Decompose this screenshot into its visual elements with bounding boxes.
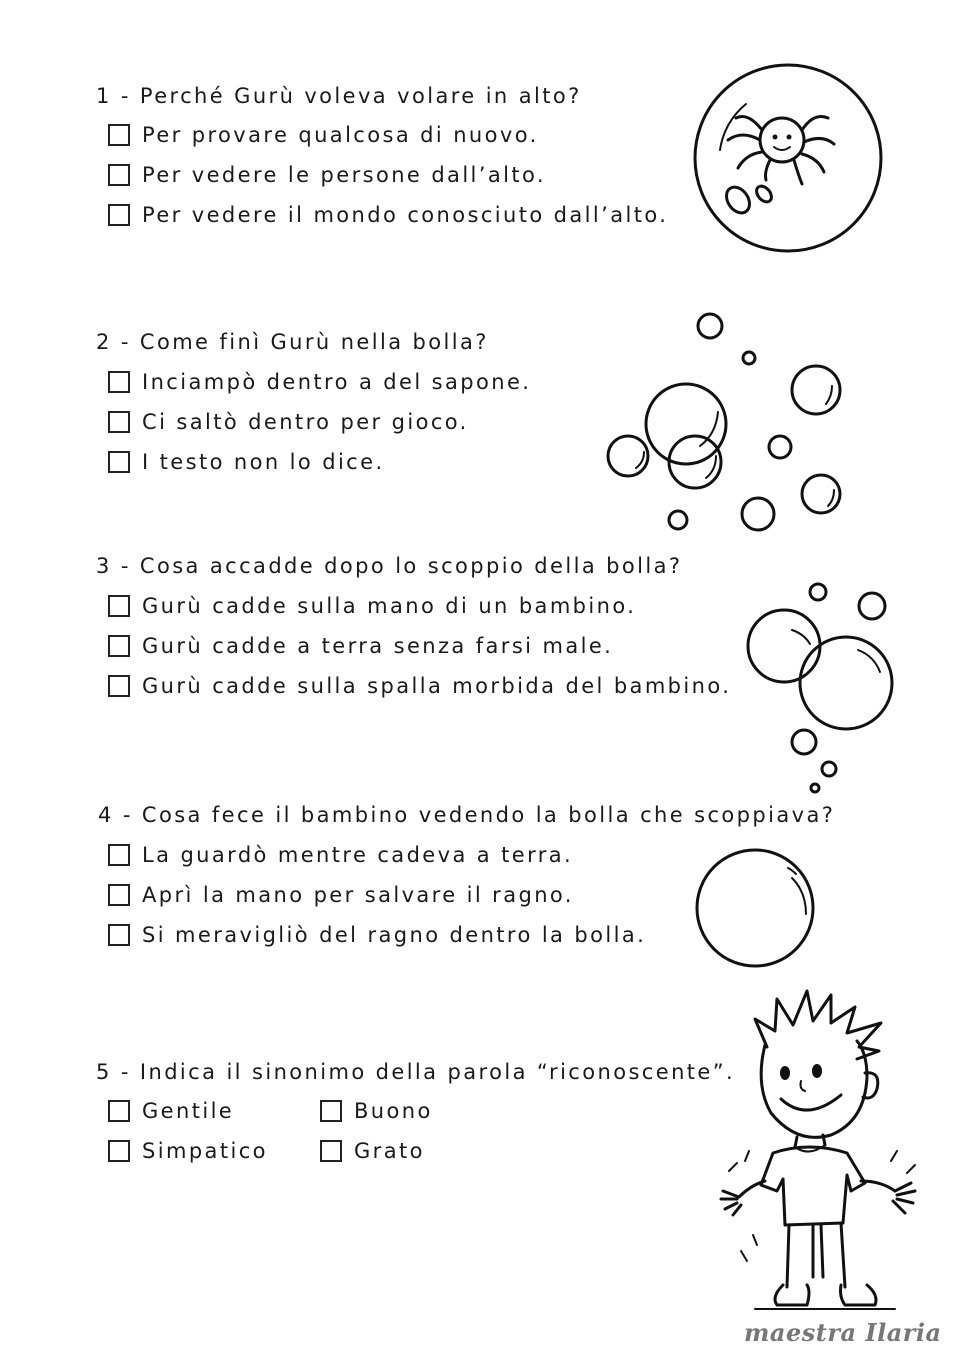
option-label: Per provare qualcosa di nuovo. [142,123,539,147]
question-4-title: 4 - Cosa fece il bambino vedendo la bolla che scoppiava? [98,803,836,827]
question-2-title: 2 - Come finì Gurù nella bolla? [96,330,489,354]
question-4-option-2[interactable] [108,883,574,907]
checkbox[interactable] [108,411,130,433]
question-1-option-2[interactable] [108,163,546,187]
question-5-option-3[interactable] [108,1139,268,1163]
option-label: Gentile [142,1099,235,1123]
option-label: Gurù cadde a terra senza farsi male. [142,634,614,658]
option-label: Per vedere le persone dall’alto. [142,163,546,187]
question-5-option-4[interactable] [320,1139,425,1163]
option-label: Per vedere il mondo conosciuto dall’alto. [142,203,669,227]
option-label: Gurù cadde sulla mano di un bambino. [142,594,637,618]
option-label: Simpatico [142,1139,268,1163]
option-label: Ci saltò dentro per gioco. [142,410,469,434]
question-5-option-2[interactable] [320,1099,433,1123]
option-label: Inciampò dentro a del sapone. [142,370,532,394]
question-4-option-1[interactable] [108,843,573,867]
question-1-option-3[interactable] [108,203,668,227]
checkbox[interactable] [108,1100,130,1122]
boy-illustration [715,985,925,1320]
question-5-title: 5 - Indica il sinonimo della parola “riconoscente”. [96,1060,736,1084]
spider-bubble-illustration [690,60,890,260]
option-label: Gurù cadde sulla spalla morbida del bambino. [142,674,732,698]
question-3-option-2[interactable] [108,634,613,658]
bubbles-illustration-3 [740,580,900,800]
question-1-title: 1 - Perché Gurù voleva volare in alto? [96,84,582,108]
checkbox[interactable] [108,451,130,473]
question-1-option-1[interactable] [108,123,539,147]
checkbox[interactable] [108,204,130,226]
checkbox[interactable] [108,884,130,906]
option-label: Grato [354,1139,425,1163]
author-signature: maestra Ilaria [744,1318,942,1347]
checkbox[interactable] [108,844,130,866]
option-label: La guardò mentre cadeva a terra. [142,843,574,867]
question-4-option-3[interactable] [108,923,646,947]
checkbox[interactable] [108,635,130,657]
checkbox[interactable] [108,371,130,393]
question-2-option-2[interactable] [108,410,469,434]
question-2-option-3[interactable] [108,450,385,474]
checkbox[interactable] [108,595,130,617]
checkbox[interactable] [108,924,130,946]
question-3-option-3[interactable] [108,674,731,698]
checkbox[interactable] [108,124,130,146]
question-5-option-1[interactable] [108,1099,234,1123]
checkbox[interactable] [108,675,130,697]
question-2-option-1[interactable] [108,370,531,394]
option-label: Si meravigliò del ragno dentro la bolla. [142,923,647,947]
bubble-illustration-4 [692,848,822,978]
checkbox[interactable] [320,1140,342,1162]
checkbox[interactable] [108,1140,130,1162]
option-label: Buono [354,1099,433,1123]
question-3-title: 3 - Cosa accadde dopo lo scoppio della bolla? [96,554,683,578]
option-label: I testo non lo dice. [142,450,385,474]
question-3-option-1[interactable] [108,594,636,618]
bubbles-illustration-2 [600,316,860,536]
option-label: Aprì la mano per salvare il ragno. [142,883,574,907]
checkbox[interactable] [108,164,130,186]
checkbox[interactable] [320,1100,342,1122]
